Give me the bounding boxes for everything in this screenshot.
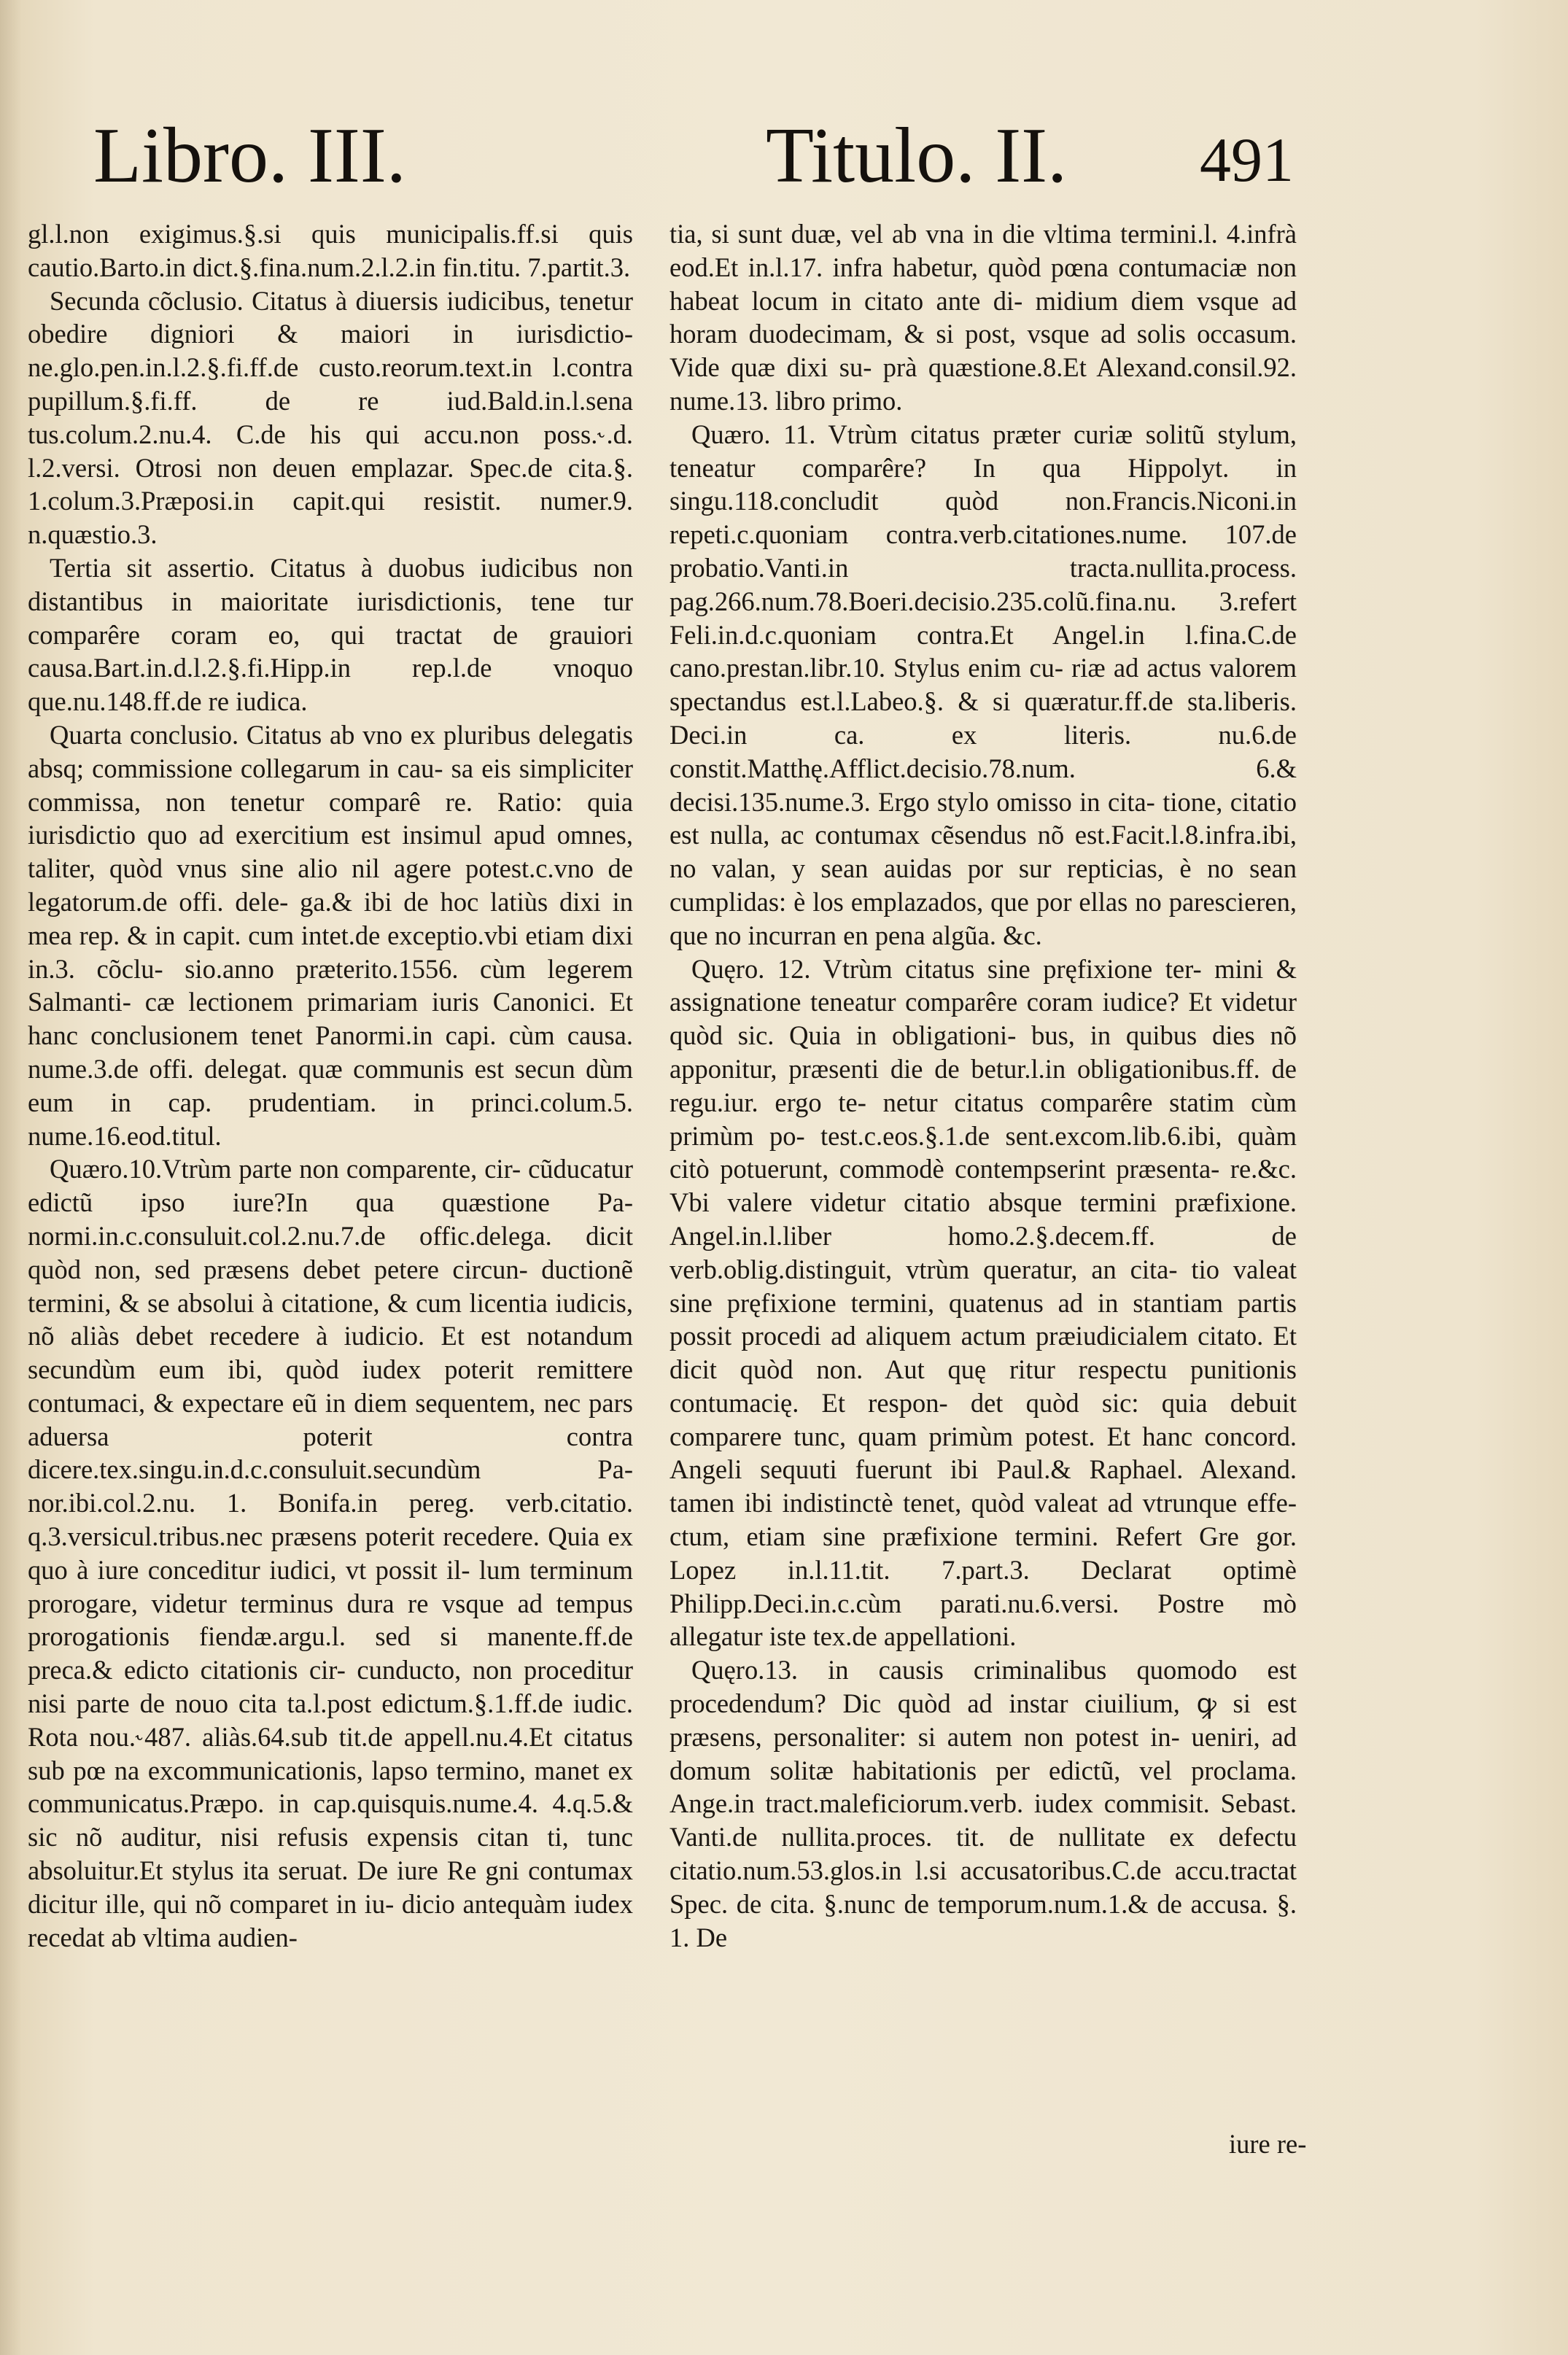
paragraph: Quęro.13. in causis criminalibus quomodo est procedendum? Dic quòd ad instar ciuilium, ꝙ si est præsens, personaliter: si autem non potest in- ueniri, ad domum solitæ habitationis per edictũ, vel proclama. Ange.in tract.maleficiorum.verb. iudex commisit. Sebast. Vanti.de nullita.proces. tit. de nullitate ex defectu citatio.num.53.glos.in l.si accusatoribus.C.de accu.tractat Spec. de cita. §.nunc de temporum.num.1.& de accusa. §. 1. De [669,1655,1297,1952]
gutter-shadow [0,0,22,2355]
right-column [669,217,1297,1954]
page-header [0,109,1568,219]
running-title-left: Libro. III. [93,112,406,199]
paragraph: Quæro.10.Vtrùm parte non comparente, cir- cũducatur edictũ ipso iure?In qua quæstione Pa- normi.in.c.consuluit.col.2.nu.7.de offic.delega. dicit quòd non, sed præsens debet petere circun- ductionẽ termini, & se absolui à citatione, & cum licentia iudicis, nõ aliàs debet recedere à iudicio. Et est notandum secundùm eum ibi, quòd iudex poterit remittere contumaci, & expectare eũ in diem sequentem, nec pars aduersa poterit contra dicere.tex.singu.in.d.c.consuluit.secundùm Pa- nor.ibi.col.2.nu. 1. Bonifa.in pereg. verb.citatio. q.3.versicul.tribus.nec præsens poterit recedere. Quia ex quo à iure conceditur iudici, vt possit il- lum terminum prorogare, videtur terminus dura re vsque ad tempus prorogationis fiendæ.argu.l. sed si manente.ff.de preca.& edicto citationis cir- cunducto, non proceditur nisi parte de nouo cita ta.l.post edictum.§.1.ff.de iudic. Rota nou.˞487. aliàs.64.sub tit.de appell.nu.4.Et citatus sub pœ na excommunicationis, lapso termino, manet ex communicatus.Præpo. in cap.quisquis.nume.4. 4.q.5.& sic nõ auditur, nisi refusis expensis citan ti, tunc absoluitur.Et stylus ita seruat. De iure Re gni contumax dicitur ille, qui nõ comparet in iu- dicio antequàm iudex recedat ab vltima audien- [28,1154,633,1952]
paragraph: tia, si sunt duæ, vel ab vna in die vltima termini.l. 4.infrà eod.Et in.l.17. infra habetur, quòd pœna contumaciæ non habeat locum in citato ante di- midium diem vsque ad horam duodecimam, & si post, vsque ad solis occasum. Vide quæ dixi su- prà quæstione.8.Et Alexand.consil.92. nume.13. libro primo. [669,219,1297,416]
paragraph: Quarta conclusio. Citatus ab vno ex pluribus delegatis absq; commissione collegarum in cau- sa eis simpliciter commissa, non tenetur comparê re. Ratio: quia iurisdictio quo ad exercitium est insimul apud omnes, taliter, quòd vnus sine alio nil agere potest.c.vno de legatorum.de offi. dele- ga.& ibi de hoc latiùs dixi in mea rep. & in capit. cum intet.de exceptio.vbi etiam dixi in.3. cõclu- sio.anno præterito.1556. cùm legerem Salmanti- cæ lectionem primariam iuris Canonici. Et hanc conclusionem tenet Panormi.in capi. cùm causa. nume.3.de offi. delegat. quæ communis est secun dùm eum in cap. prudentiam. in princi.colum.5. nume.16.eod.titul. [28,719,633,1151]
folio-number: 491 [1200,125,1294,195]
left-column [28,217,633,1954]
running-title-right: Titulo. II. [766,112,1068,199]
paragraph: Quęro. 12. Vtrùm citatus sine pręfixione ter- mini & assignatione teneatur comparêre coram iudice? Et videtur quòd sic. Quia in obligationi- bus, in quibus dies nõ apponitur, præsenti die de betur.l.in obligationibus.ff. de regu.iur. ergo te- netur citatus comparêre statim cùm primùm po- test.c.eos.§.1.de sent.excom.lib.6.ibi, quàm citò potuerunt, commodè contempserint præsenta- re.&c. Vbi valere videtur citatio absque termini præfixione. Angel.in.l.liber homo.2.§.decem.ff. de verb.oblig.distinguit, vtrùm queratur, an cita- tio valeat sine pręfixione termini, quatenus ad in stantiam partis possit procedi ad aliquem actum præiudicialem citato. Et dicit quòd non. Aut quę ritur respectu punitionis contumacię. Et respon- det quòd sic: quia debuit comparere tunc, quam primùm potest. Et hanc concord. Angeli sequuti fuerunt ibi Paul.& Raphael. Alexand. tamen ibi indistinctè tenet, quòd valeat ad vtrunque effe- ctum, etiam sine præfixione termini. Refert Gre gor. Lopez in.l.11.tit. 7.part.3. Declarat optimè Philipp.Deci.in.c.cùm parati.nu.6.versi. Postre mò allegatur iste tex.de appellationi. [669,953,1297,1652]
catchword: iure re- [1229,2129,1307,2159]
paragraph: Tertia sit assertio. Citatus à duobus iudicibus non distantibus in maioritate iurisdictionis, tene tur comparêre coram eo, qui tractat de grauiori causa.Bart.in.d.l.2.§.fi.Hipp.in rep.l.de vnoquo que.nu.148.ff.de re iudica. [28,552,633,717]
paragraph: gl.l.non exigimus.§.si quis municipalis.ff.si quis cautio.Barto.in dict.§.fina.num.2.l.2.in fin.titu. 7.partit.3. [28,219,633,282]
paragraph: Quæro. 11. Vtrùm citatus præter curiæ solitũ stylum, teneatur comparêre? In qua Hippolyt. in singu.118.concludit quòd non.Francis.Niconi.in repeti.c.quoniam contra.verb.citationes.nume. 107.de probatio.Vanti.in tracta.nullita.process. pag.266.num.78.Boeri.decisio.235.colũ.fina.nu. 3.refert Feli.in.d.c.quoniam contra.Et Angel.in l.fina.C.de cano.prestan.libr.10. Stylus enim cu- riæ ad actus valorem spectandus est.l.Labeo.§. & si quæratur.ff.de sta.liberis. Deci.in ca. ex literis. nu.6.de constit.Matthę.Afflict.decisio.78.num. 6.& decisi.135.nume.3. Ergo stylo omisso in cita- tione, citatio est nulla, ac contumax cẽsendus nõ est.Facit.l.8.infra.ibi, no valan, y sean auidas por sur repticias, è no sean cumplidas: è los emplazados, que por ellas no parescieren, que no incurran en pena algũa. &c. [669,419,1297,950]
paragraph: Secunda cõclusio. Citatus à diuersis iudicibus, tenetur obedire digniori & maiori in iurisdictio- ne.glo.pen.in.l.2.§.fi.ff.de custo.reorum.text.in l.contra pupillum.§.fi.ff. de re iud.Bald.in.l.sena tus.colum.2.nu.4. C.de his qui accu.non poss.˞.d. l.2.versi. Otrosi non deuen emplazar. Spec.de cita.§. 1.colum.3.Præposi.in capit.qui resistit. numer.9. n.quæstio.3. [28,285,633,550]
